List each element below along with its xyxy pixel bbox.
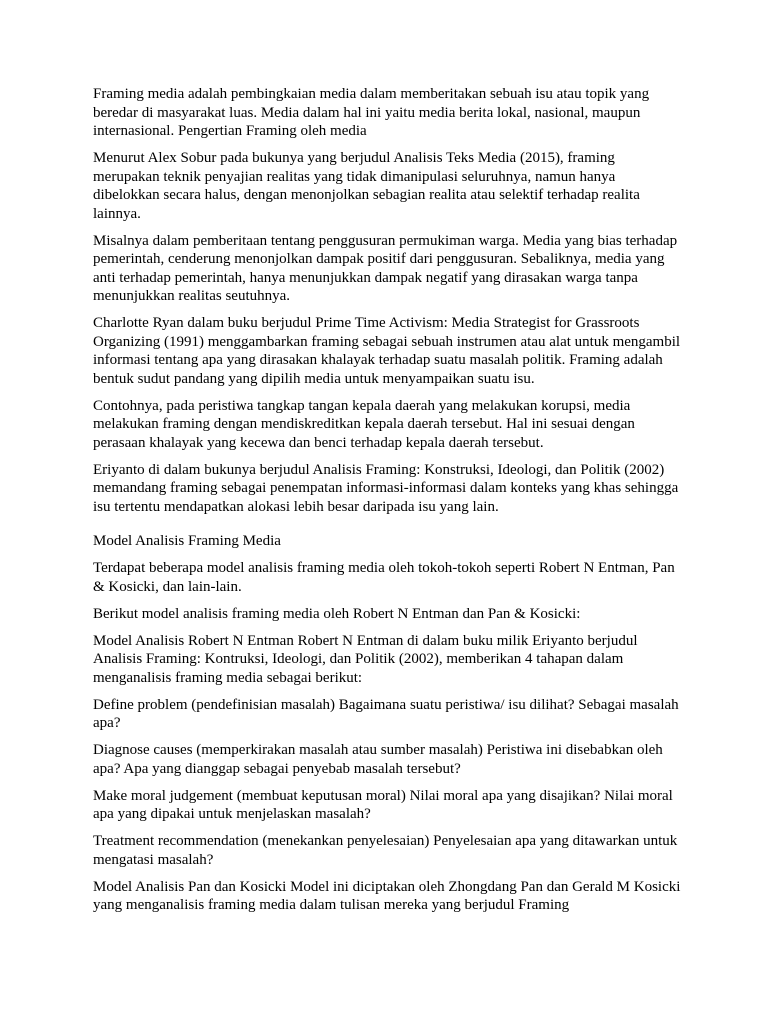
paragraph-diagnose-causes: Diagnose causes (memperkirakan masalah atau sumber masalah) Peristiwa ini disebabkan oleh apa? Apa yang dianggap sebagai penyebab masalah tersebut? bbox=[93, 742, 663, 777]
paragraph-pan-kosicki: Model Analisis Pan dan Kosicki Model ini diciptakan oleh Zhongdang Pan dan Gerald M Kosicki yang menganalisis framing media dalam tulisan mereka yang berjudul Framing bbox=[93, 878, 681, 913]
paragraph-model-intro: Berikut model analisis framing media oleh Robert N Entman dan Pan & Kosicki: bbox=[93, 605, 581, 622]
paragraph-treatment-recommendation: Treatment recommendation (menekankan penyelesaian) Penyelesaian apa yang ditawarkan untuk mengatasi masalah? bbox=[93, 833, 678, 868]
paragraph-entman-model: Model Analisis Robert N Entman Robert N Entman di dalam buku milik Eriyanto berjudul Analisis Framing: Kontruksi, Ideologi, dan Politik (2002), memberikan 4 tahapan dalam menganalisis framing media sebagai berikut: bbox=[93, 632, 638, 686]
document-body bbox=[93, 85, 683, 923]
paragraph-charlotte-ryan: Charlotte Ryan dalam buku berjudul Prime Time Activism: Media Strategist for Grassroots Organizing (1991) menggambarkan framing sebagai sebuah instrumen atau alat untuk mengambil informasi tentang apa yang dirasakan khalayak terhadap suatu masalah politik. Framing adalah bentuk sudut pandang yang dipilih media untuk menyampaikan suatu isu. bbox=[93, 315, 681, 387]
paragraph-moral-judgement: Make moral judgement (membuat keputusan moral) Nilai moral apa yang disajikan? Nilai moral apa yang dipakai untuk menjelaskan masalah? bbox=[93, 787, 673, 822]
paragraph-eriyanto: Eriyanto di dalam bukunya berjudul Analisis Framing: Konstruksi, Ideologi, dan Politik (2002) memandang framing sebagai penempatan informasi-informasi dalam konteks yang khas sehingga isu tertentu mendapatkan alokasi lebih besar daripada isu yang lain. bbox=[93, 461, 679, 515]
paragraph-alex-sobur: Menurut Alex Sobur pada bukunya yang berjudul Analisis Teks Media (2015), framing merupakan teknik penyajian realitas yang tidak dimanipulasi seluruhnya, namun hanya dibelokkan secara halus, dengan menonjolkan sebagian realita atau selektif terhadap realita lainnya. bbox=[93, 150, 640, 222]
paragraph-korupsi-example: Contohnya, pada peristiwa tangkap tangan kepala daerah yang melakukan korupsi, media melakukan framing dengan mendiskreditkan kepala daerah tersebut. Hal ini sesuai dengan perasaan khalayak yang kecewa dan benci terhadap kepala daerah tersebut. bbox=[93, 397, 635, 451]
section-heading-model-analisis: Model Analisis Framing Media bbox=[93, 533, 281, 549]
paragraph-define-problem: Define problem (pendefinisian masalah) Bagaimana suatu peristiwa/ isu dilihat? Sebagai masalah apa? bbox=[93, 696, 679, 731]
paragraph-model-overview: Terdapat beberapa model analisis framing media oleh tokoh-tokoh seperti Robert N Entman, Pan & Kosicki, dan lain-lain. bbox=[93, 560, 675, 595]
paragraph-framing-definition: Framing media adalah pembingkaian media dalam memberitakan sebuah isu atau topik yang beredar di masyarakat luas. Media dalam hal ini yaitu media berita lokal, nasional, maupun internasional. Pengertian Framing oleh media bbox=[93, 86, 650, 139]
paragraph-penggusuran-example: Misalnya dalam pemberitaan tentang penggusuran permukiman warga. Media yang bias terhadap pemerintah, cenderung menonjolkan dampak positif dari penggusuran. Sebaliknya, media yang anti terhadap pemerintah, hanya menunjukkan dampak negatif yang dirasakan warga tanpa menunjukkan realitas seutuhnya. bbox=[93, 232, 678, 304]
